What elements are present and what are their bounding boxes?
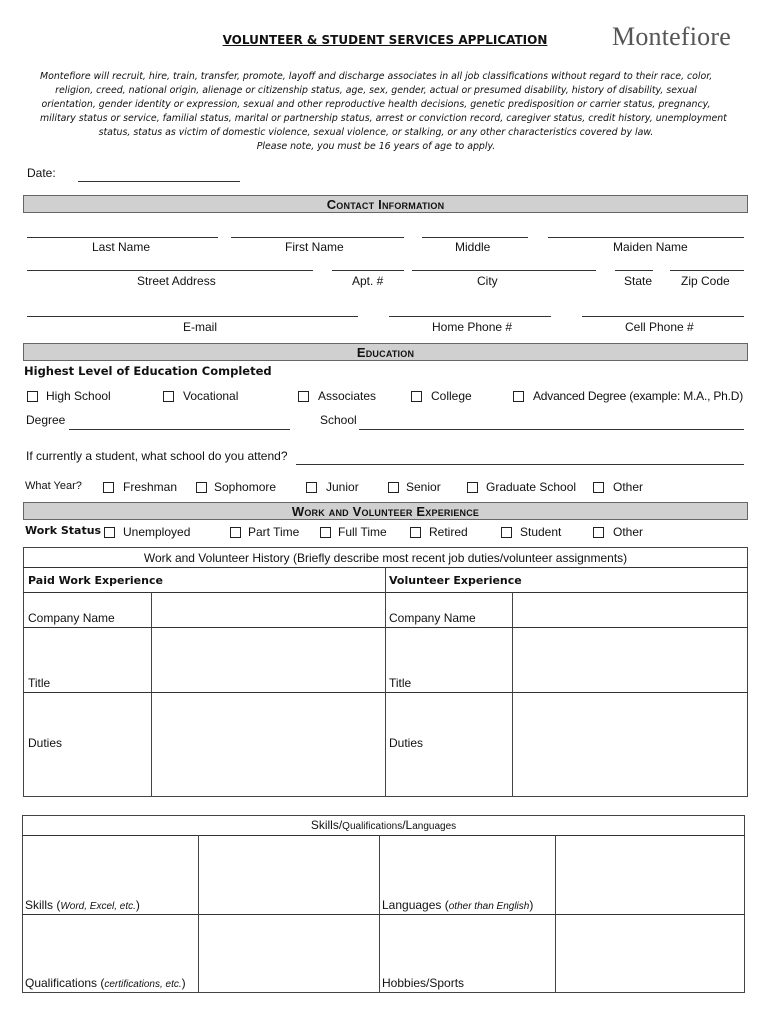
junior-checkbox[interactable] [306,482,317,493]
volunteer-duties-field[interactable] [513,693,747,796]
home-phone-label: Home Phone # [432,320,513,334]
city-field[interactable] [412,270,596,271]
city-label: City [477,274,498,288]
degree-field[interactable] [69,429,290,430]
other-status-label: Other [613,525,644,539]
apt-label: Apt. # [352,274,384,288]
senior-checkbox[interactable] [388,482,399,493]
table-divider [379,835,380,993]
montefiore-logo: Montefiore [612,22,731,51]
notice-line: Please note, you must be 16 years of age to apply. [256,141,496,152]
student-checkbox[interactable] [501,527,512,538]
close-paren: ) [181,976,186,990]
vocational-checkbox[interactable] [163,391,174,402]
cell-phone-field[interactable] [582,316,744,317]
advanced-degree-label: Advanced Degree (example: M.A., Ph.D) [533,389,744,403]
unemployed-checkbox[interactable] [104,527,115,538]
other-year-checkbox[interactable] [593,482,604,493]
volunteer-duties-label: Duties [389,736,424,750]
other-status-checkbox[interactable] [593,527,604,538]
college-label: College [431,389,472,403]
hobbies-label: Hobbies/Sports [382,976,465,990]
work-section-header: Work and Volunteer Experience [23,502,748,520]
email-label: E-mail [183,320,218,334]
junior-label: Junior [326,480,359,494]
work-status-label: Work Status [25,524,102,537]
languages-hint: other than English [448,901,530,912]
work-history-heading: Work and Volunteer History (Briefly describe most recent job duties/volunteer assignments) [143,551,628,565]
street-address-field[interactable] [27,270,313,271]
advanced-degree-checkbox[interactable] [513,391,524,402]
graduate-school-label: Graduate School [486,480,577,494]
paid-title-label: Title [28,676,51,690]
school-field[interactable] [359,429,744,430]
sophomore-checkbox[interactable] [196,482,207,493]
languages-label-text: Languages ( [382,898,449,912]
skills-label [25,898,140,912]
first-name-field[interactable] [231,237,404,238]
paid-duties-label: Duties [28,736,63,750]
unemployed-label: Unemployed [123,525,191,539]
state-field[interactable] [615,270,653,271]
email-field[interactable] [27,316,358,317]
part-time-label: Part Time [248,525,300,539]
current-school-question: If currently a student, what school do you attend? [26,449,288,463]
date-field[interactable] [78,181,240,182]
associates-label: Associates [318,389,377,403]
degree-label: Degree [26,413,66,427]
state-label: State [624,274,653,288]
notice-line: orientation, gender identity or expression, sexual and other reproductive health decisions, genetic predisposition or carrier status, pregnancy, [41,99,711,110]
skills-hint: Word, Excel, etc. [60,901,136,912]
apt-field[interactable] [332,270,404,271]
skills-heading-part: kills/ [318,818,343,832]
middle-name-field[interactable] [422,237,528,238]
notice-line: status, status as victim of domestic violence, sexual violence, or stalking, or any other characteristics covered by law. [98,127,654,138]
notice-line: religion, creed, national origin, alienage or citizenship status, age, sex, gender, actual or presumed disability, history of disability, sexual [55,85,697,96]
close-paren: ) [135,898,140,912]
first-name-label: First Name [285,240,344,254]
what-year-label: What Year? [25,480,82,492]
associates-checkbox[interactable] [298,391,309,402]
paid-company-label: Company Name [28,611,115,625]
qualifications-hint: certifications, etc. [104,979,182,990]
volunteer-title-field[interactable] [513,628,747,692]
retired-label: Retired [429,525,468,539]
qualifications-label [25,976,186,990]
student-label: Student [520,525,562,539]
skills-heading [22,818,745,832]
home-phone-field[interactable] [389,316,551,317]
high-school-checkbox[interactable] [27,391,38,402]
sophomore-label: Sophomore [214,480,277,494]
last-name-label: Last Name [92,240,151,254]
last-name-field[interactable] [27,237,218,238]
hobbies-field[interactable] [556,915,744,992]
qualifications-label-text: Qualifications ( [25,976,105,990]
college-checkbox[interactable] [411,391,422,402]
freshman-label: Freshman [123,480,178,494]
skills-heading-part: anguages [412,821,457,832]
maiden-name-label: Maiden Name [613,240,688,254]
skills-heading-part: / [402,818,406,832]
freshman-checkbox[interactable] [103,482,114,493]
full-time-checkbox[interactable] [320,527,331,538]
vocational-label: Vocational [183,389,239,403]
education-section-header: Education [23,343,748,361]
eeo-notice [40,70,727,154]
paid-title-field[interactable] [152,628,384,692]
paid-work-heading: Paid Work Experience [28,574,163,587]
graduate-school-checkbox[interactable] [467,482,478,493]
languages-label [382,898,533,912]
volunteer-company-label: Company Name [389,611,476,625]
full-time-label: Full Time [338,525,387,539]
skills-heading-part: S [310,818,319,832]
skills-label-text: Skills ( [25,898,61,912]
education-subheading: Highest Level of Education Completed [24,364,272,378]
maiden-name-field[interactable] [548,237,744,238]
part-time-checkbox[interactable] [230,527,241,538]
street-address-label: Street Address [137,274,216,288]
skills-heading-part: L [405,818,413,832]
paid-company-field[interactable] [152,593,384,627]
notice-line: military status or service, familial status, marital or partnership status, arrest or conviction record, caregiver status, credit history, unemployment [40,113,727,124]
senior-label: Senior [406,480,441,494]
skills-field[interactable] [199,836,378,913]
skills-heading-part: Qualifications [342,821,403,832]
volunteer-company-field[interactable] [513,593,747,627]
school-label: School [320,413,357,427]
high-school-label: High School [46,389,111,403]
middle-label: Middle [455,240,491,254]
zip-code-field[interactable] [670,270,744,271]
languages-field[interactable] [556,836,744,913]
other-year-label: Other [613,480,644,494]
current-school-field[interactable] [296,464,744,465]
contact-section-header: Contact Information [23,195,748,213]
cell-phone-label: Cell Phone # [625,320,694,334]
volunteer-heading: Volunteer Experience [389,574,522,587]
date-label: Date: [27,166,56,180]
notice-line: Montefiore will recruit, hire, train, transfer, promote, layoff and discharge associates in all job classifications without regard to their race, color, [40,71,713,82]
table-divider [385,567,386,797]
retired-checkbox[interactable] [410,527,421,538]
zip-code-label: Zip Code [681,274,730,288]
form-title: VOLUNTEER & STUDENT SERVICES APPLICATION [222,33,548,47]
paid-duties-field[interactable] [152,693,384,796]
volunteer-title-label: Title [389,676,412,690]
qualifications-field[interactable] [199,915,378,992]
close-paren: ) [529,898,534,912]
